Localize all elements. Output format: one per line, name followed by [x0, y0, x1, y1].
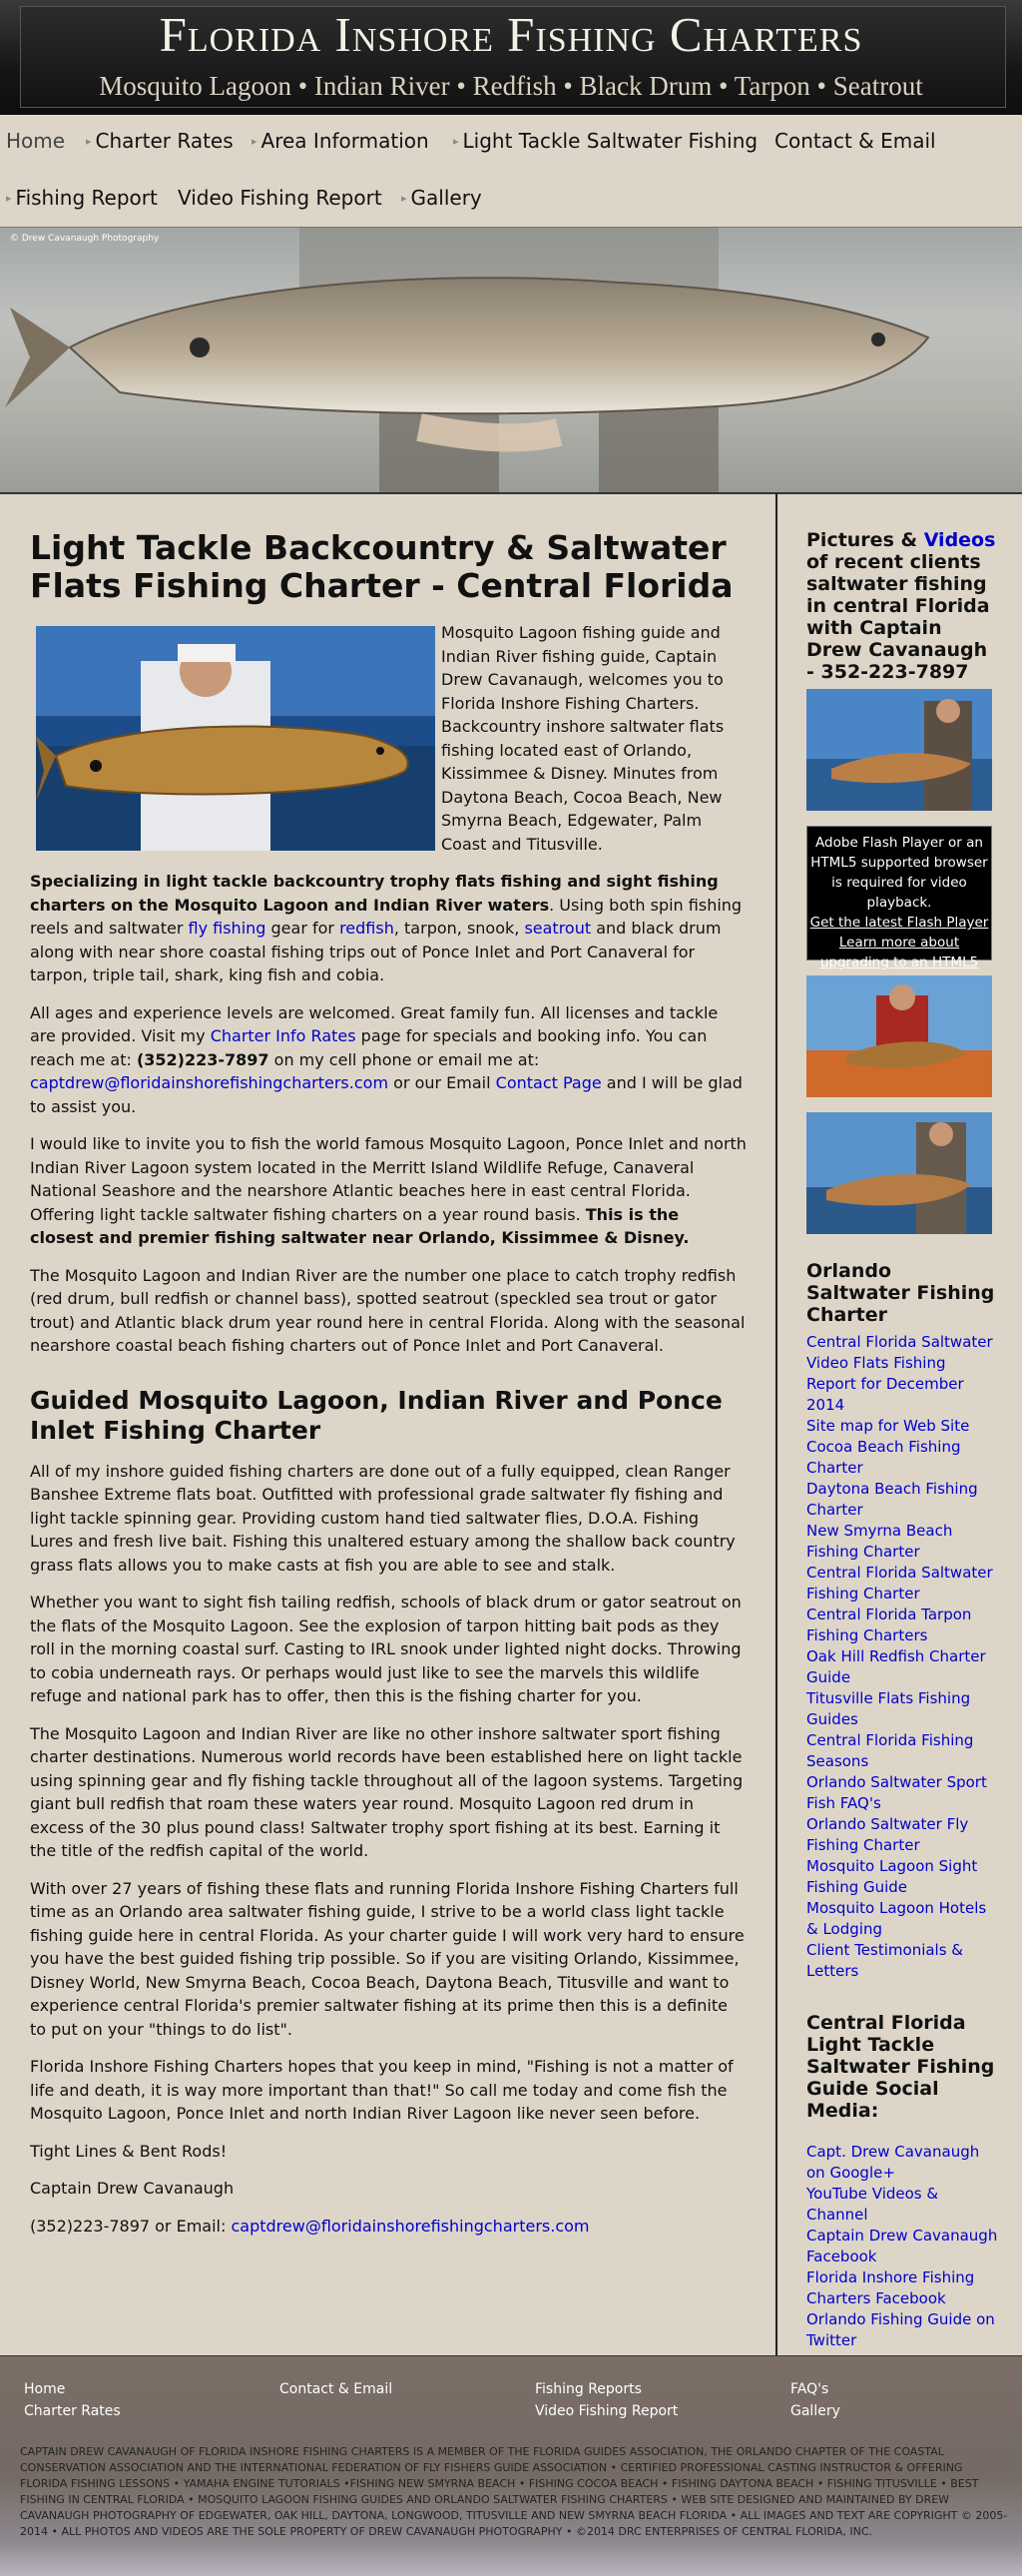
sign-off: Tight Lines & Bent Rods! [30, 2141, 228, 2161]
boat-paragraph: All of my inshore guided fishing charters are done out of a fully equipped, clean Ranger Banshee Extreme flats boat. Outfitted with professional grade saltwater fly fishing and light tackle spinning gear. Providing custom hand tied saltwater flies, D.O.A. Fishing Lures and fresh live bait. Fishing this unaltered estuary among the shallow back country grass flats allows you to make casts at fish you are able to see and stalk. [30, 1461, 736, 1575]
sidebar-link[interactable]: Central Florida Saltwater Video Flats Fishing Report for December 2014 [806, 1333, 993, 1414]
orlando-heading: Orlando Saltwater Fishing Charter [806, 1260, 995, 1326]
videos-heading: Pictures & Videos of recent clients saltwater fishing in central Florida with Captain Drew Cavanaugh - 352-223-7897 [806, 529, 996, 683]
caret-right-icon: ▸ [6, 192, 12, 205]
invite-paragraph: I would like to invite you to fish the world famous Mosquito Lagoon, Ponce Inlet and north Indian River Lagoon system located in the Merritt Island Wildlife Refuge, Canaveral National Seashore and the nearshore Atlantic beaches here in east central Florida. Offering light tackle saltwater fishing charters on a year round basis. This is the closest and premier fishing saltwater near Orlando, Kissimmee & Disney. [30, 1134, 747, 1247]
final-email-link[interactable]: captdrew@floridainshorefishingcharters.com [231, 2216, 590, 2236]
column-divider [775, 493, 777, 2355]
social-links [806, 2142, 998, 2351]
footer-faqs[interactable]: FAQ's [790, 2381, 829, 2397]
social-link-facebook-captain[interactable]: Captain Drew Cavanaugh Facebook [806, 2227, 998, 2265]
hero-photo-credit: © Drew Cavanaugh Photography [10, 234, 160, 244]
intro-paragraph: Mosquito Lagoon fishing guide and Indian River fishing guide, Captain Drew Cavanaugh, welcomes you to Florida Inshore Fishing Charters. Backcountry inshore saltwater flats fishing located east of Orlando, Kissimmee & Disney. Minutes from Daytona Beach, Cocoa Beach, New Smyrna Beach, Edgewater, Palm Coast and Titusville. [30, 621, 747, 856]
nav-light-tackle[interactable]: ▸ Light Tackle Saltwater Fishing [453, 129, 759, 153]
sidebar-link[interactable]: Mosquito Lagoon Sight Fishing Guide [806, 1857, 978, 1896]
experience-paragraph: With over 27 years of fishing these flats and running Florida Inshore Fishing Charters full time as an Orlando area saltwater fishing guide, I strive to be a world class light tackle fishing guide here in central Florida. As your charter guide I will work very hard to ensure you have the best guided fishing trip possible. So if you are visiting Orlando, Kissimmee, Disney World, New Smyrna Beach, Cocoa Beach, Daytona Beach, Titusville and want to experience central Florida's premier saltwater fishing at its prime then this is a definite to put on your "things to do list". [30, 1878, 745, 2039]
site-title[interactable]: Florida Inshore Fishing Charters [159, 7, 863, 62]
footer-charter-rates[interactable]: Charter Rates [24, 2403, 121, 2419]
quote-paragraph: Florida Inshore Fishing Charters hopes that you keep in mind, "Fishing is not a matter of life and death, it is way more important than that!" So call me today and come fish the Mosquito Lagoon, Ponce Inlet and north Indian River Lagoon like never seen before. [30, 2057, 734, 2123]
client-photo-thumbnail[interactable] [806, 975, 992, 1097]
trophy-paragraph: The Mosquito Lagoon and Indian River are the number one place to catch trophy redfish (red drum, bull redfish or channel bass), spotted seatrout (speckled sea trout or gator trout) and Atlantic black drum year round here in central Florida. Along with the seasonal nearshore coastal beach fishing charters out of Ponce Inlet and Port Canaveral. [30, 1265, 746, 1355]
sidebar-link[interactable]: Client Testimonials & Letters [806, 1941, 964, 1980]
records-paragraph: The Mosquito Lagoon and Indian River are like no other inshore saltwater sport fishing charter destinations. Numerous world records have been established here on light tackle using spinning gear and fly fishing tackle throughout all of the lagoon systems. Targeting giant bull redfish that roam these waters year round. Mosquito Lagoon red drum in excess of the 30 plus pound class! Saltwater trophy sport fishing at its best. Earning it the title of the redfish capital of the world. [30, 1723, 744, 1860]
sight-fish-paragraph: Whether you want to sight fish tailing redfish, schools of black drum or gator seatrout on the flats of the Mosquito Lagoon. See the explosion of tarpon hitting bait pods as they roll in the morning coastal surf. Casting to IRL snook under lighted night docks. Throwing to cobia underneath rays. Or perhaps would just like to see the marvels this wildlife refuge and national park has to offer, then this is the fishing charter for you. [30, 1593, 742, 1705]
footer-fishing-reports[interactable]: Fishing Reports [535, 2381, 642, 2397]
sidebar-link[interactable]: Site map for Web Site [806, 1417, 970, 1435]
videos-link[interactable]: Videos [923, 529, 996, 551]
main-content [30, 529, 747, 2252]
sidebar-link[interactable]: Central Florida Tarpon Fishing Charters [806, 1606, 972, 1644]
nav-home[interactable]: Home [6, 129, 66, 153]
flash-player-link[interactable]: Get the latest Flash Player [809, 915, 989, 931]
sidebar [806, 529, 998, 2351]
nav-contact[interactable]: Contact & Email [774, 129, 936, 153]
footer-copyright: CAPTAIN DREW CAVANAUGH OF FLORIDA INSHORE FISHING CHARTERS IS A MEMBER OF THE FLORIDA GUIDES ASSOCIATION, THE ORLANDO CHAPTER OF THE COASTAL CONSERVATION ASSOCIATION AND THE INTERNATIONAL FEDERATION OF FLY FISHERS GUIDE ASSOCIATION • CERTIFIED PROFESSIONAL CASTING INSTRUCTOR & OFFERING FLORIDA FISHING LESSONS • YAMAHA ENGINE TUTORIALS •FISHING NEW SMYRNA BEACH • FISHING COCOA BEACH • FISHING DAYTONA BEACH • FISHING TITUSVILLE • BEST FISHING IN CENTRAL FLORIDA • MOSQUITO LAGOON FISHING GUIDES AND ORLANDO SALTWATER FISHING CHARTERS • WEB SITE DESIGNED AND MAINTAINED BY DREW CAVANAUGH PHOTOGRAPHY OF EDGEWATER, OAK HILL, DAYTONA, LONGWOOD, TITUSVILLE AND NEW SMYRNA BEACH FLORIDA • ALL IMAGES AND TEXT ARE COPYRIGHT © 2005-2014 • ALL PHOTOS AND VIDEOS ARE THE SOLE PROPERTY OF DREW CAVANAUGH PHOTOGRAPHY • ©2014 DRC ENTERPRISES OF CENTRAL FLORIDA, INC. [20, 2445, 1008, 2538]
site-tagline: Mosquito Lagoon • Indian River • Redfish • Black Drum • Tarpon • Seatrout [99, 71, 923, 101]
footer-home[interactable]: Home [24, 2381, 66, 2397]
page-title: Light Tackle Backcountry & Saltwater Flats Fishing Charter - Central Florida [30, 528, 734, 605]
sidebar-link[interactable]: Titusville Flats Fishing Guides [806, 1689, 971, 1728]
sidebar-link[interactable]: New Smyrna Beach Fishing Charter [806, 1522, 953, 1561]
site-footer [0, 2355, 1022, 2576]
nav-video-report[interactable]: Video Fishing Report [178, 186, 382, 210]
contact-paragraph: All ages and experience levels are welcomed. Great family fun. All licenses and tackle are provided. Visit my Charter Info Rates page for specials and booking info. You can reach me at: (352)223-7897 on my cell phone or email me at: captdrew@floridainshorefishingcharters.com or our Email Contact Page and I will be glad to assist you. [30, 1002, 743, 1116]
redfish-link[interactable]: redfish [339, 919, 394, 938]
social-link-twitter[interactable]: Orlando Fishing Guide on Twitter [806, 2310, 995, 2349]
main-nav [0, 115, 1022, 228]
seatrout-link[interactable]: seatrout [524, 919, 592, 938]
final-contact: (352)223-7897 or Email: captdrew@floridainshorefishingcharters.com [30, 2216, 590, 2236]
social-heading: Central Florida Light Tackle Saltwater Fishing Guide Social Media: [806, 2012, 995, 2122]
social-link-youtube[interactable]: YouTube Videos & Channel [806, 2185, 939, 2224]
caret-right-icon: ▸ [86, 135, 92, 148]
sidebar-link[interactable]: Oak Hill Redfish Charter Guide [806, 1647, 986, 1686]
captain-name: Captain Drew Cavanaugh [30, 2179, 235, 2198]
sidebar-link[interactable]: Mosquito Lagoon Hotels & Lodging [806, 1899, 987, 1938]
client-redfish-photo [36, 626, 435, 851]
phone-number: (352)223-7897 [136, 1049, 269, 1069]
caret-right-icon: ▸ [453, 135, 459, 148]
nav-gallery[interactable]: ▸ Gallery [401, 186, 482, 210]
email-link[interactable]: captdrew@floridainshorefishingcharters.com [30, 1073, 389, 1092]
sidebar-link[interactable]: Cocoa Beach Fishing Charter [806, 1438, 961, 1477]
footer-video-report[interactable]: Video Fishing Report [535, 2403, 679, 2419]
charter-rates-link[interactable]: Charter Info Rates [210, 1026, 356, 1045]
footer-gallery[interactable]: Gallery [790, 2403, 840, 2419]
fly-fishing-link[interactable]: fly fishing [188, 919, 266, 938]
redfish-hero-image [0, 228, 1022, 492]
sidebar-link[interactable]: Central Florida Saltwater Fishing Charter [806, 1564, 993, 1603]
social-link-google[interactable]: Capt. Drew Cavanaugh on Google+ [806, 2143, 980, 2182]
nav-area-information[interactable]: ▸ Area Information [252, 129, 429, 153]
client-photo-thumbnail[interactable] [806, 1112, 992, 1234]
specialty-paragraph: Specializing in light tackle backcountry trophy flats fishing and sight fishing charters on the Mosquito Lagoon and Indian River waters. Using both spin fishing reels and saltwater fly fishing gear for redfish, tarpon, snook, seatrout and black drum along with near shore coastal fishing trips out of Ponce Inlet and Port Canaveral for tarpon, triple tail, shark, king fish and cobia. [30, 872, 743, 984]
nav-fishing-report[interactable]: ▸ Fishing Report [6, 186, 158, 210]
sidebar-link[interactable]: Orlando Saltwater Sport Fish FAQ's [806, 1773, 987, 1812]
hero-banner [0, 228, 1022, 494]
client-photo-thumbnail[interactable] [806, 689, 992, 811]
site-header [0, 0, 1022, 115]
sidebar-link[interactable]: Central Florida Fishing Seasons [806, 1731, 974, 1770]
sidebar-links [806, 1332, 998, 1982]
sidebar-link[interactable]: Orlando Saltwater Fly Fishing Charter [806, 1815, 969, 1854]
contact-page-link[interactable]: Contact Page [495, 1073, 602, 1092]
video-player-placeholder: Adobe Flash Player or an HTML5 supported browser is required for video playback. Get the latest Flash Player Learn more about upgrading to an HTML5 [806, 826, 992, 961]
footer-contact[interactable]: Contact & Email [279, 2381, 393, 2397]
nav-charter-rates[interactable]: ▸ Charter Rates [86, 129, 234, 153]
section-heading: Guided Mosquito Lagoon, Indian River and Ponce Inlet Fishing Charter [30, 1385, 723, 1445]
sidebar-link[interactable]: Daytona Beach Fishing Charter [806, 1480, 978, 1519]
html5-upgrade-link[interactable]: Learn more about upgrading to an HTML5 [819, 935, 979, 970]
social-link-facebook-charters[interactable]: Florida Inshore Fishing Charters Facebook [806, 2268, 975, 2307]
caret-right-icon: ▸ [401, 192, 407, 205]
caret-right-icon: ▸ [252, 135, 257, 148]
